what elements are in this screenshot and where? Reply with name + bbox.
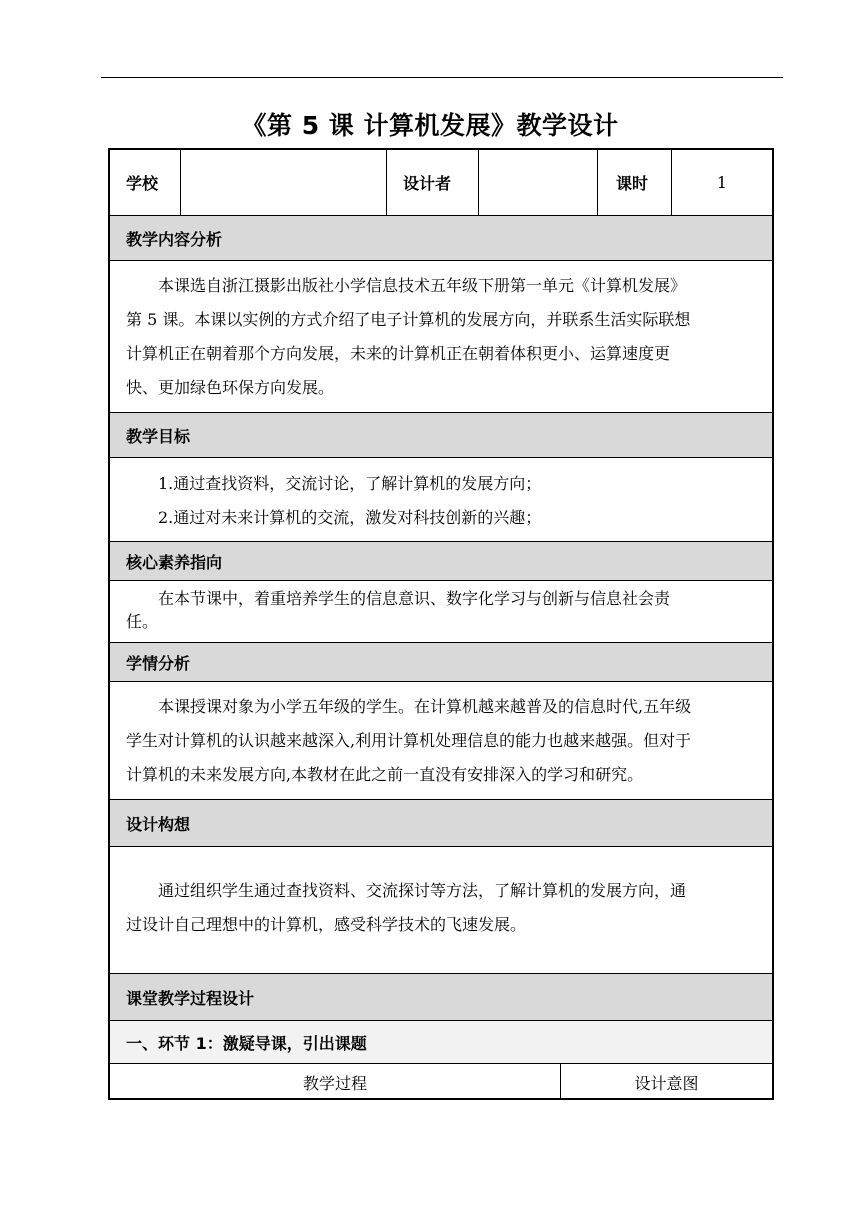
content-analysis-line: 快、更加绿色环保方向发展。: [126, 378, 335, 397]
content-analysis-body: [110, 261, 772, 413]
design-idea-body: [110, 847, 772, 974]
lesson-plan-table: [108, 148, 774, 1100]
core-literacy-heading: 核心素养指向: [110, 542, 772, 581]
designer-label: 设计者: [386, 150, 478, 215]
header-rule: [101, 77, 783, 78]
learner-analysis-line: 本课授课对象为小学五年级的学生。在计算机越来越普及的信息时代,五年级: [158, 697, 692, 716]
objective-item: 2.通过对未来计算机的交流，激发对科技创新的兴趣；: [158, 508, 542, 527]
document-title: 《第 5 课 计算机发展》教学设计: [241, 111, 619, 140]
learner-analysis-line: 计算机的未来发展方向,本教材在此之前一直没有安排深入的学习和研究。: [126, 765, 644, 784]
column-header-intent: 设计意图: [560, 1064, 772, 1100]
school-value: [180, 150, 386, 215]
learner-analysis-line: 学生对计算机的认识越来越深入,利用计算机处理信息的能力也越来越强。但对于: [126, 731, 692, 750]
process-column-header-row: [110, 1064, 772, 1100]
content-analysis-heading: 教学内容分析: [110, 216, 772, 261]
period-value: 1: [671, 150, 772, 215]
designer-value: [478, 150, 597, 215]
content-analysis-line: 第 5 课。本课以实例的方式介绍了电子计算机的发展方向，并联系生活实际联想: [126, 310, 691, 329]
objective-item: 1.通过查找资料，交流讨论，了解计算机的发展方向；: [158, 474, 542, 493]
content-analysis-line: 计算机正在朝着那个方向发展，未来的计算机正在朝着体积更小、运算速度更: [126, 344, 671, 363]
info-row: [110, 150, 772, 216]
objectives-body: [110, 458, 772, 542]
design-idea-line: 过设计自己理想中的计算机，感受科学技术的飞速发展。: [126, 915, 527, 934]
learner-analysis-heading: 学情分析: [110, 643, 772, 682]
column-header-process: 教学过程: [302, 1073, 367, 1093]
objectives-heading: 教学目标: [110, 413, 772, 458]
design-idea-line: 通过组织学生通过查找资料、交流探讨等方法，了解计算机的发展方向，通: [158, 881, 687, 900]
core-literacy-body: [110, 581, 772, 643]
design-idea-heading: 设计构想: [110, 800, 772, 847]
school-label: 学校: [126, 174, 159, 193]
period-label: 课时: [597, 150, 671, 215]
core-literacy-line: 在本节课中，着重培养学生的信息意识、数字化学习与创新与信息社会责: [158, 589, 671, 608]
process-heading: 课堂教学过程设计: [110, 974, 772, 1021]
process-step-1: 一、环节 1：激疑导课，引出课题: [110, 1021, 772, 1064]
core-literacy-line: 任。: [126, 612, 159, 631]
learner-analysis-body: [110, 682, 772, 800]
content-analysis-line: 本课选自浙江摄影出版社小学信息技术五年级下册第一单元《计算机发展》: [158, 276, 687, 295]
